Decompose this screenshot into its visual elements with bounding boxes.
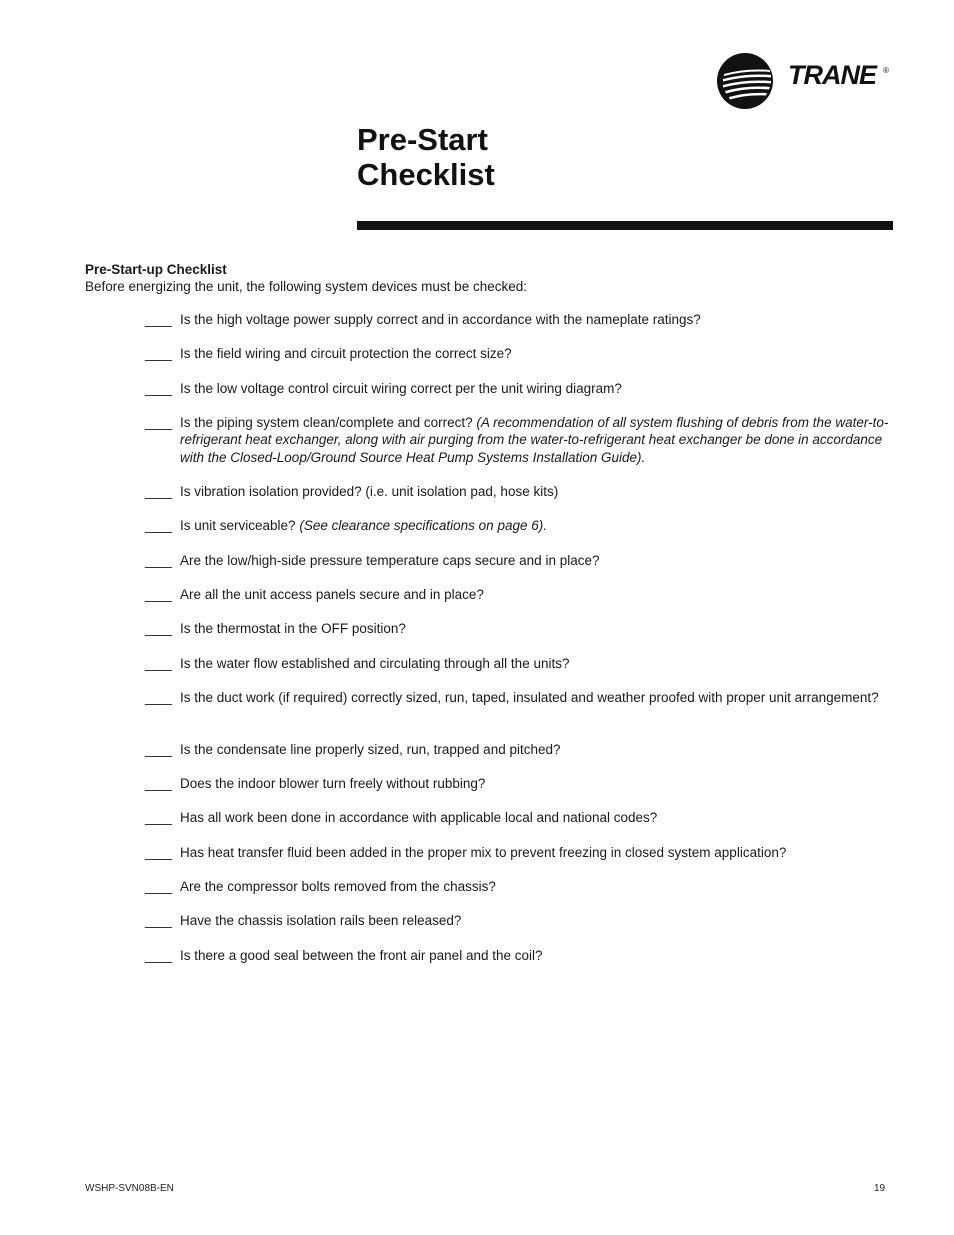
checklist-item-text: Is the field wiring and circuit protection the correct size? [180, 346, 512, 362]
checkbox-blank[interactable]: ____ [145, 552, 172, 568]
checkbox-blank[interactable]: ____ [145, 947, 172, 963]
checklist-item [145, 689, 905, 724]
checkbox-blank[interactable]: ____ [145, 414, 172, 430]
checkbox-blank[interactable]: ____ [145, 312, 172, 327]
checklist-item-text: Is the duct work (if required) correctly sized, run, taped, insulated and weather proofed with proper unit arrangement? [180, 689, 879, 705]
checklist-item [145, 311, 905, 329]
checklist [145, 311, 905, 981]
checklist-item-text: Are all the unit access panels secure and in place? [180, 587, 484, 603]
checklist-item-text: Is the low voltage control circuit wiring correct per the unit wiring diagram? [180, 380, 622, 396]
checklist-item [145, 878, 905, 896]
title-rule [357, 221, 893, 230]
checklist-item [145, 775, 905, 793]
checkbox-blank[interactable]: ____ [145, 913, 172, 929]
checklist-item-text: Does the indoor blower turn freely without rubbing? [180, 776, 486, 792]
checklist-item-text: Has all work been done in accordance with applicable local and national codes? [180, 810, 658, 826]
checklist-item-note: (A recommendation of all system flushing of debris from the water-to-refrigerant heat exchanger, along with air purging from the water-to-refrigerant heat exchanger be done in accordance with the Closed-Loop/Ground Source Heat Pump Systems Installation Guide). [180, 414, 889, 465]
checklist-item [145, 380, 905, 398]
page-title [357, 122, 495, 192]
checkbox-blank[interactable]: ____ [145, 621, 172, 637]
checklist-item-text: Have the chassis isolation rails been released? [180, 913, 462, 929]
trane-wordmark: TRANE [788, 60, 876, 90]
checkbox-blank[interactable]: ____ [145, 878, 172, 894]
checklist-item-text: Is vibration isolation provided? (i.e. unit isolation pad, hose kits) [180, 484, 559, 500]
footer-doc-id: WSHP-SVN08B-EN [85, 1183, 174, 1194]
checklist-item [145, 947, 905, 965]
checkbox-blank[interactable]: ____ [145, 810, 172, 826]
checklist-item-text: Is the condensate line properly sized, run, trapped and pitched? [180, 741, 561, 757]
checklist-item [145, 741, 905, 759]
trane-logo [716, 52, 896, 110]
checklist-item [145, 655, 905, 673]
checkbox-blank[interactable]: ____ [145, 844, 172, 860]
checklist-item [145, 809, 905, 827]
checklist-item-text: Is the water flow established and circulating through all the units? [180, 655, 570, 671]
checklist-item [145, 552, 905, 570]
checklist-item-text: Is there a good seal between the front air panel and the coil? [180, 947, 543, 963]
checklist-item-text: Is the piping system clean/complete and correct? [180, 414, 473, 430]
checklist-item [145, 844, 905, 862]
checklist-item [145, 483, 905, 501]
checklist-item-text: Is unit serviceable? [180, 518, 296, 534]
checklist-item [145, 414, 905, 467]
checkbox-blank[interactable]: ____ [145, 346, 172, 362]
checklist-item-text: Is the thermostat in the OFF position? [180, 621, 406, 637]
checklist-item [145, 912, 905, 930]
checklist-item [145, 345, 905, 363]
checkbox-blank[interactable]: ____ [145, 741, 172, 757]
page-title-line2: Checklist [357, 157, 495, 192]
footer-page-number: 19 [874, 1183, 886, 1194]
checklist-item-text: Has heat transfer fluid been added in the proper mix to prevent freezing in closed system application? [180, 844, 787, 860]
checklist-item [145, 586, 905, 604]
checklist-item-text: Is the high voltage power supply correct and in accordance with the nameplate ratings? [180, 312, 701, 327]
checklist-item [145, 620, 905, 638]
registered-mark: ® [883, 66, 889, 75]
checkbox-blank[interactable]: ____ [145, 689, 172, 705]
checklist-item [145, 517, 905, 535]
checklist-item-text: Are the low/high-side pressure temperature caps secure and in place? [180, 552, 600, 568]
checkbox-blank[interactable]: ____ [145, 380, 172, 396]
checklist-item-text: Are the compressor bolts removed from the chassis? [180, 878, 496, 894]
checkbox-blank[interactable]: ____ [145, 484, 172, 500]
section-heading: Pre-Start-up Checklist [85, 262, 227, 277]
checkbox-blank[interactable]: ____ [145, 655, 172, 671]
checkbox-blank[interactable]: ____ [145, 776, 172, 792]
checkbox-blank[interactable]: ____ [145, 587, 172, 603]
checklist-intro [85, 261, 905, 295]
intro-text: Before energizing the unit, the following system devices must be checked: [85, 279, 527, 294]
page-title-line1: Pre-Start [357, 122, 488, 157]
checklist-item-note: (See clearance specifications on page 6). [299, 518, 547, 534]
trane-logo-emblem [716, 52, 774, 110]
checkbox-blank[interactable]: ____ [145, 518, 172, 534]
